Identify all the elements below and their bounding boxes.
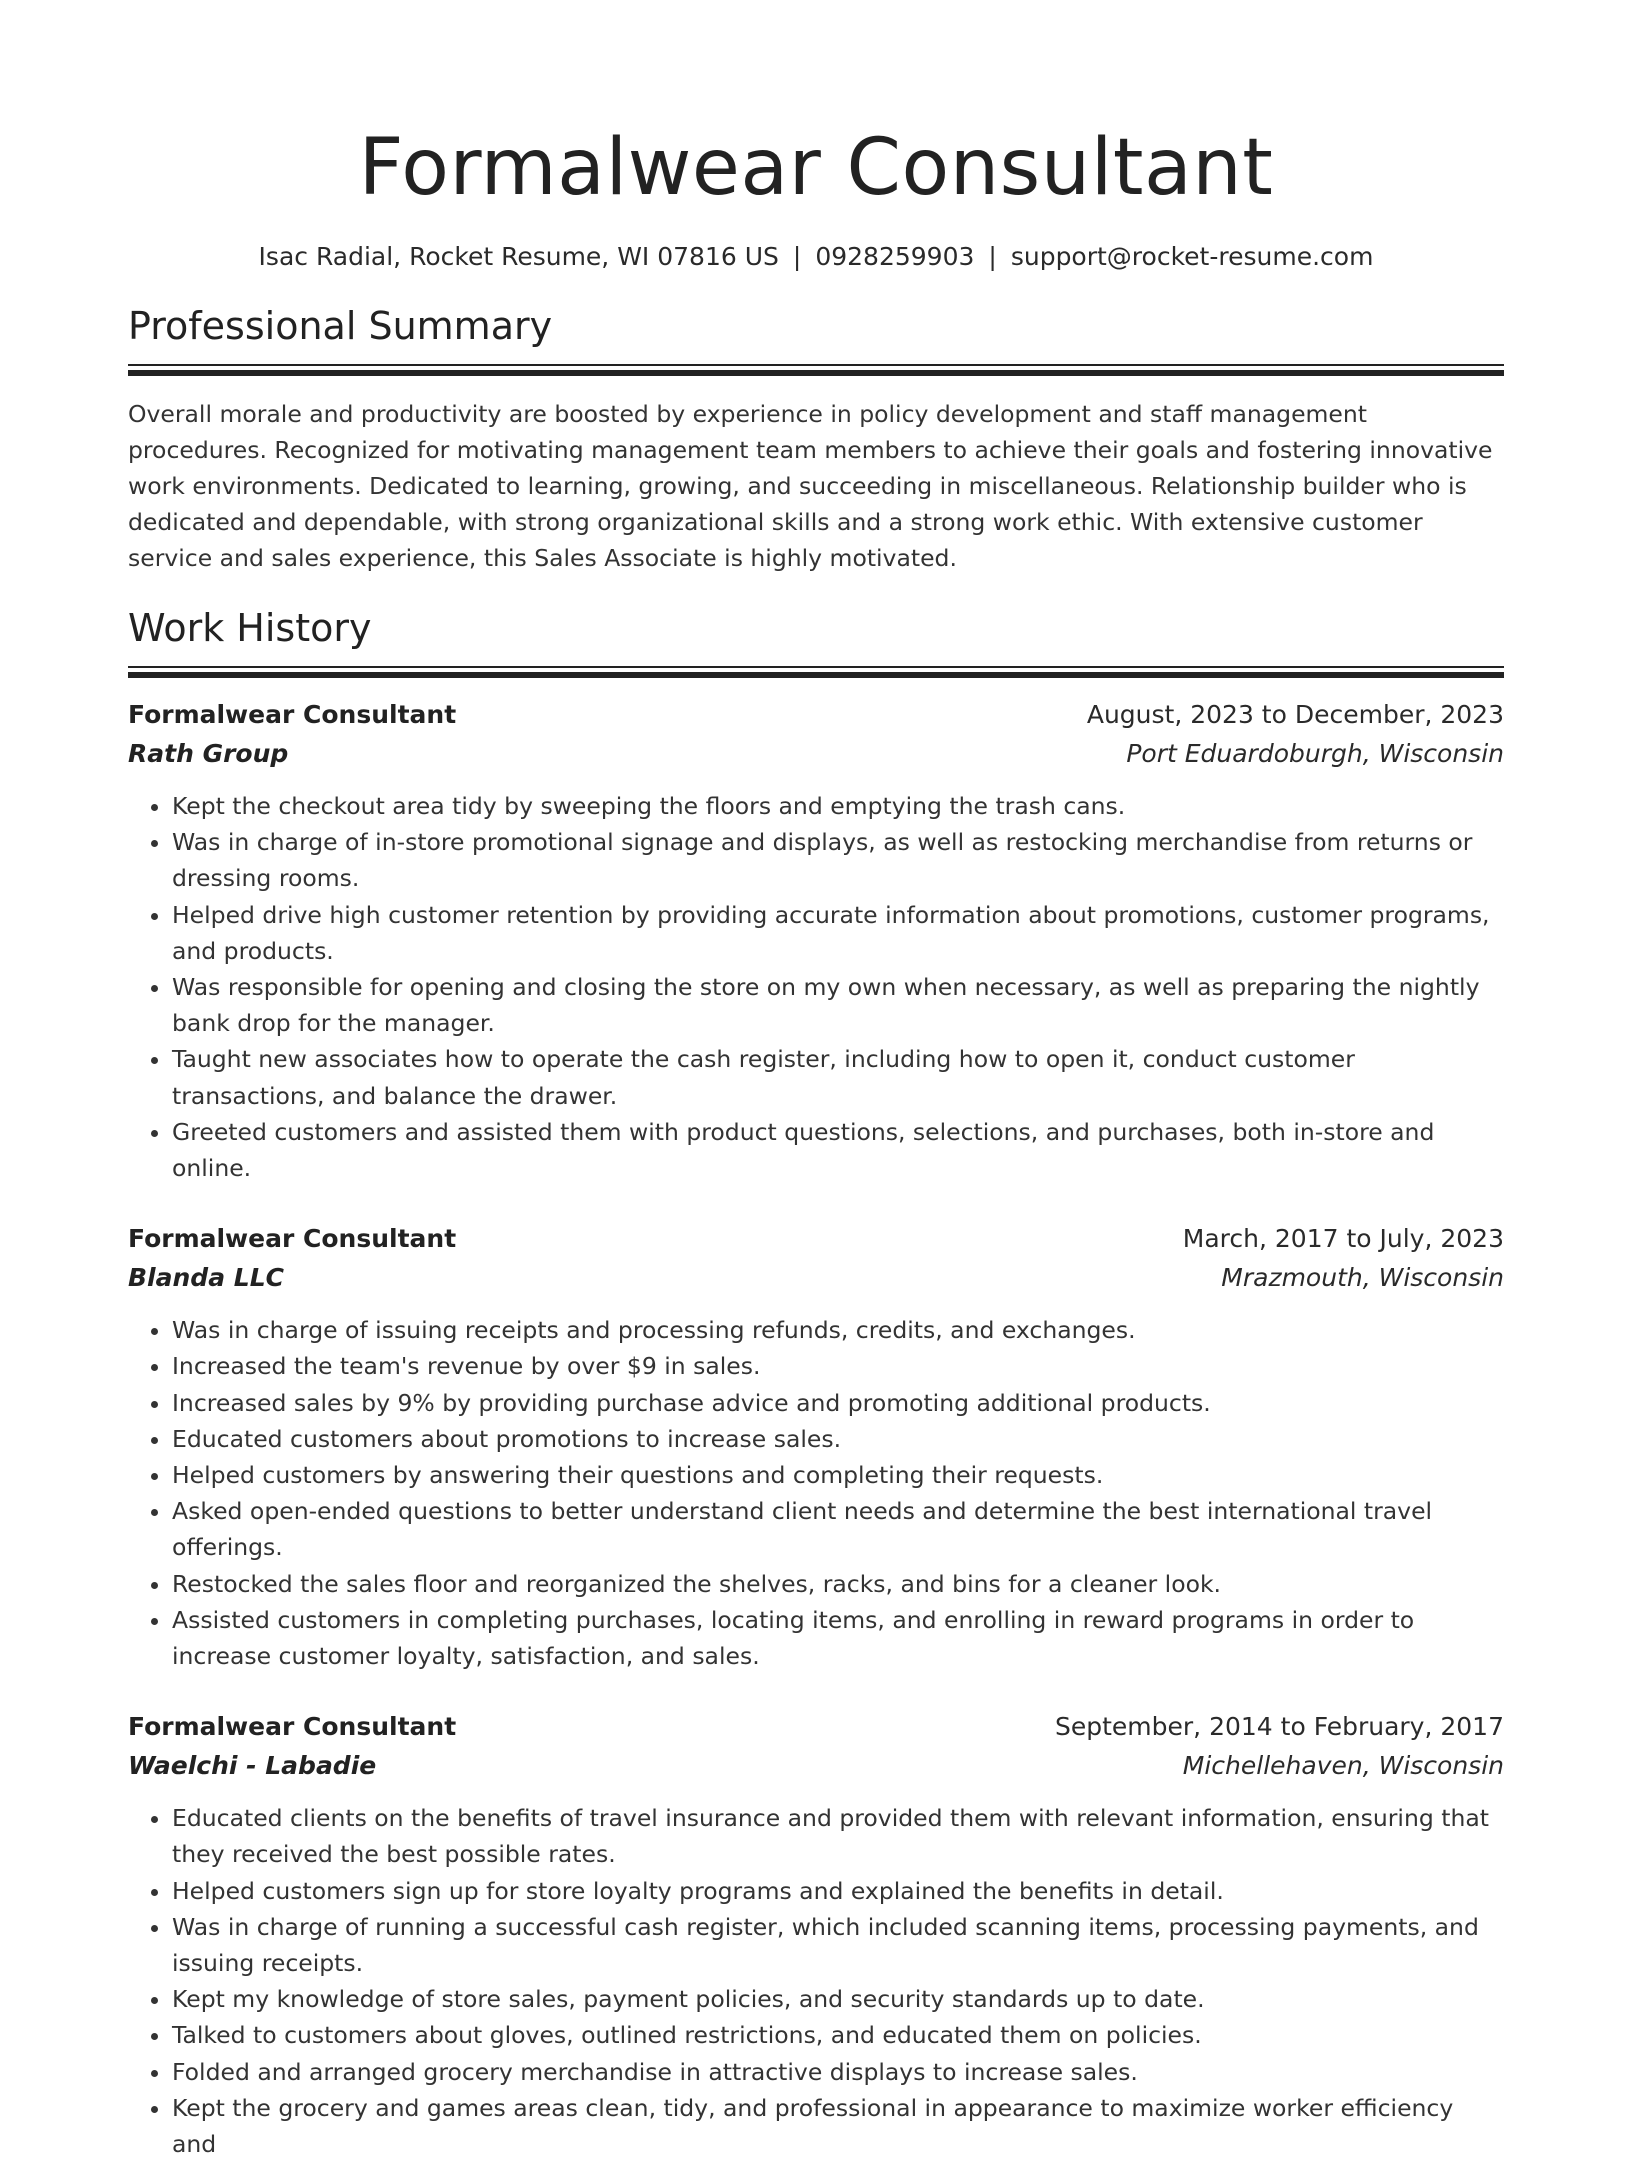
job-bullet: • Was in charge of in-store promotional signage and displays, as well as restocking merchandise from returns or dressing rooms. bbox=[172, 824, 1504, 896]
job-company-row bbox=[128, 734, 1504, 774]
job-dates: September, 2014 to February, 2017 bbox=[1055, 1712, 1504, 1742]
job-bullet: • Increased the team's revenue by over $9 in sales. bbox=[172, 1348, 1504, 1384]
job-bullet: • Kept my knowledge of store sales, payment policies, and security standards up to date. bbox=[172, 1981, 1504, 2017]
job-bullet: • Assisted customers in completing purchases, locating items, and enrolling in reward programs in order to increase customer loyalty, satisfaction, and sales. bbox=[172, 1602, 1504, 1674]
work-history-section bbox=[128, 604, 1504, 2162]
job-title: Formalwear Consultant bbox=[128, 1712, 457, 1742]
summary-text: Overall morale and productivity are boosted by experience in policy development and staff management procedures. Recognized for motivating management team members to achieve their goals and fostering innovative work environments. Dedicated to learning, growing, and succeeding in miscellaneous. Relationship builder who is dedicated and dependable, with strong organizational skills and a strong work ethic. With extensive customer service and sales experience, this Sales Associate is highly motivated. bbox=[128, 400, 1493, 572]
job-bullet: • Restocked the sales floor and reorganized the shelves, racks, and bins for a cleaner look. bbox=[172, 1566, 1504, 1602]
job-header-row bbox=[128, 1708, 1504, 1746]
section-title-summary: Professional Summary bbox=[128, 304, 553, 348]
contact-phone: 0928259903 bbox=[815, 242, 975, 271]
job-entry bbox=[128, 1708, 1504, 2162]
job-location: Michellehaven, Wisconsin bbox=[1182, 1751, 1504, 1781]
job-bullet: • Was responsible for opening and closing the store on my own when necessary, as well as preparing the nightly bank drop for the manager. bbox=[172, 969, 1504, 1041]
job-location: Port Eduardoburgh, Wisconsin bbox=[1126, 739, 1504, 768]
job-dates: March, 2017 to July, 2023 bbox=[1182, 1224, 1504, 1254]
job-bullet: • Greeted customers and assisted them with product questions, selections, and purchases, both in-store and online. bbox=[172, 1114, 1504, 1186]
contact-separator: | bbox=[792, 242, 802, 271]
job-bullet: • Educated customers about promotions to increase sales. bbox=[172, 1421, 1504, 1457]
job-title: Formalwear Consultant bbox=[128, 1224, 457, 1254]
job-bullet-list bbox=[128, 1312, 1504, 1674]
job-bullet: • Kept the checkout area tidy by sweeping the floors and emptying the trash cans. bbox=[172, 788, 1504, 824]
resume-name: Formalwear Consultant bbox=[358, 123, 1274, 213]
job-bullet: • Helped drive high customer retention by providing accurate information about promotions, customer programs, and products. bbox=[172, 897, 1504, 969]
professional-summary-section bbox=[128, 302, 1504, 576]
job-location: Mrazmouth, Wisconsin bbox=[1221, 1263, 1504, 1293]
job-bullet-list bbox=[128, 788, 1504, 1186]
job-entry bbox=[128, 696, 1504, 1186]
job-company: Waelchi - Labadie bbox=[128, 1751, 377, 1781]
resume-page bbox=[128, 0, 1504, 2162]
job-header-row bbox=[128, 696, 1504, 734]
job-company: Rath Group bbox=[128, 739, 289, 768]
section-divider bbox=[128, 364, 1504, 376]
job-bullet: • Taught new associates how to operate the cash register, including how to open it, conduct customer transactions, and balance the drawer. bbox=[172, 1041, 1504, 1113]
job-company-row bbox=[128, 1746, 1504, 1786]
job-bullet: • Was in charge of running a successful cash register, which included scanning items, processing payments, and issuing receipts. bbox=[172, 1909, 1504, 1981]
contact-address: Isac Radial, Rocket Resume, WI 07816 US bbox=[258, 242, 779, 271]
job-bullet: • Folded and arranged grocery merchandise in attractive displays to increase sales. bbox=[172, 2054, 1504, 2090]
job-bullet: • Kept the grocery and games areas clean, tidy, and professional in appearance to maximize worker efficiency and bbox=[172, 2090, 1504, 2162]
contact-separator: | bbox=[988, 242, 997, 271]
section-divider bbox=[128, 666, 1504, 678]
job-bullet: • Helped customers by answering their questions and completing their requests. bbox=[172, 1457, 1504, 1493]
contact-line bbox=[128, 240, 1504, 274]
contact-email[interactable]: support@rocket-resume.com bbox=[1010, 242, 1374, 271]
job-bullet: • Asked open-ended questions to better understand client needs and determine the best international travel offerings. bbox=[172, 1493, 1504, 1565]
job-bullet: • Educated clients on the benefits of travel insurance and provided them with relevant information, ensuring that they received the best possible rates. bbox=[172, 1800, 1504, 1872]
job-bullet: • Was in charge of issuing receipts and processing refunds, credits, and exchanges. bbox=[172, 1312, 1504, 1348]
job-dates: August, 2023 to December, 2023 bbox=[1086, 700, 1504, 729]
job-bullet-list bbox=[128, 1800, 1504, 2162]
job-company: Blanda LLC bbox=[128, 1263, 284, 1293]
job-entry bbox=[128, 1220, 1504, 1674]
job-bullet: • Increased sales by 9% by providing purchase advice and promoting additional products. bbox=[172, 1385, 1504, 1421]
job-header-row bbox=[128, 1220, 1504, 1258]
job-bullet: • Talked to customers about gloves, outlined restrictions, and educated them on policies. bbox=[172, 2017, 1504, 2053]
job-title: Formalwear Consultant bbox=[128, 700, 457, 729]
section-title-work-history: Work History bbox=[128, 606, 372, 650]
job-bullet: • Helped customers sign up for store loyalty programs and explained the benefits in detail. bbox=[172, 1873, 1504, 1909]
job-company-row bbox=[128, 1258, 1504, 1298]
